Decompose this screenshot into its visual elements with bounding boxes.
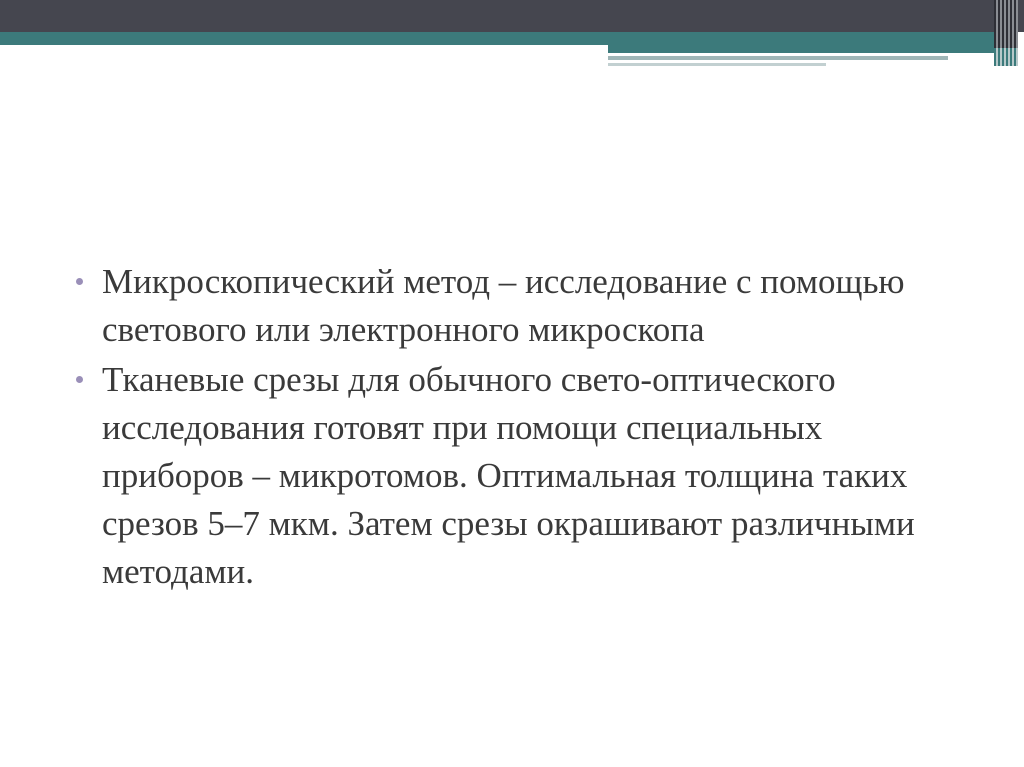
bullet-dot-icon <box>76 376 83 383</box>
header-band-light-thin <box>608 63 826 66</box>
bullet-dot-icon <box>76 278 83 285</box>
bullet-item <box>72 356 952 596</box>
bullet-text: Тканевые срезы для обычного свето-оптического исследования готовят при помощи специальных приборов – микротомов. Оптимальная толщина таких срезов 5–7 мкм. Затем срезы окрашивают различными методами. <box>102 360 915 591</box>
header-corner-stripes-teal <box>994 48 1018 66</box>
bullet-text: Микроскопический метод – исследование с помощью светового или электронного микроскопа <box>102 262 905 349</box>
header-band-teal <box>0 32 1000 45</box>
header-band-light <box>608 56 948 60</box>
header-band-teal-accent <box>608 45 1003 53</box>
header-band-dark <box>0 0 1024 32</box>
bullet-item <box>72 258 952 354</box>
slide-content <box>72 258 952 598</box>
